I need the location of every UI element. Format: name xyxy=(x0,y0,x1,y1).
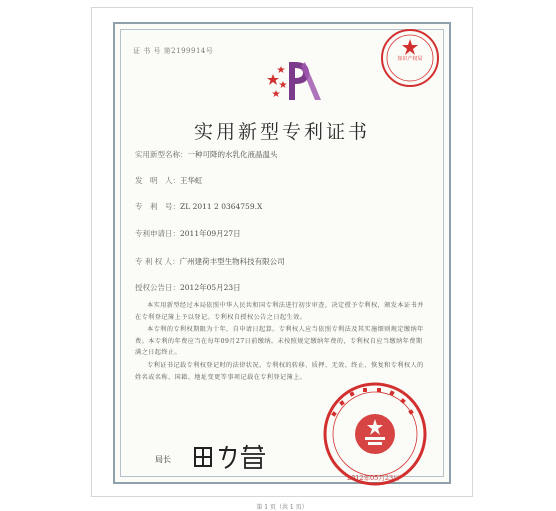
director-label: 局长 xyxy=(155,455,171,464)
paragraph-grant: 本实用新型经过本局依照中华人民共和国专利法进行初步审查，决定授予专利权，颁发本证书并在专利登记簿上予以登记。专利权自授权公告之日起生效。 xyxy=(135,302,424,321)
field-patentee: 专 利 权 人：广州建荷丰型生物科技有限公司 xyxy=(135,257,285,266)
field-utility-model-name: 实用新型名称：一种可降的水乳化液晶温头 xyxy=(135,150,278,159)
field-grant-date: 授权公告日：2012年05月23日 xyxy=(135,283,241,292)
field-inventor: 发 明 人：王华虹 xyxy=(135,176,203,185)
paragraph-legal-status: 专利证书记载专利权登记时的法律状况。专利权的转移、质押、无效、终止、恢复和专利权人的姓名或名称、国籍、地址变更等事项记载在专利登记簿上。 xyxy=(135,362,424,381)
page-number: 第 1 页（共 1 页） xyxy=(256,504,308,511)
field-patent-number: 专 利 号：ZL 2011 2 0364759.X xyxy=(135,202,263,211)
certificate-title: 实用新型专利证书 xyxy=(193,121,370,143)
director-signature xyxy=(191,442,271,472)
top-seal-text: 知识产权局 xyxy=(397,56,423,62)
certificate-number: 证 书 号 第2199914号 xyxy=(133,47,214,55)
seal-date: 2012年05月23日 xyxy=(347,474,400,482)
sipo-emblem-icon xyxy=(265,54,327,106)
field-application-date: 专利申请日：2011年09月27日 xyxy=(135,229,241,238)
patent-certificate xyxy=(113,22,451,511)
paragraph-term: 本专利的专利权期限为十年，自申请日起算。专利权人应当依照专利法及其实施细则规定缴纳年费。本专利的年费应当在每年09月27日前缴纳。未按照规定缴纳年费的，专利权自应当缴纳年费期满之日起终止。 xyxy=(135,326,424,356)
